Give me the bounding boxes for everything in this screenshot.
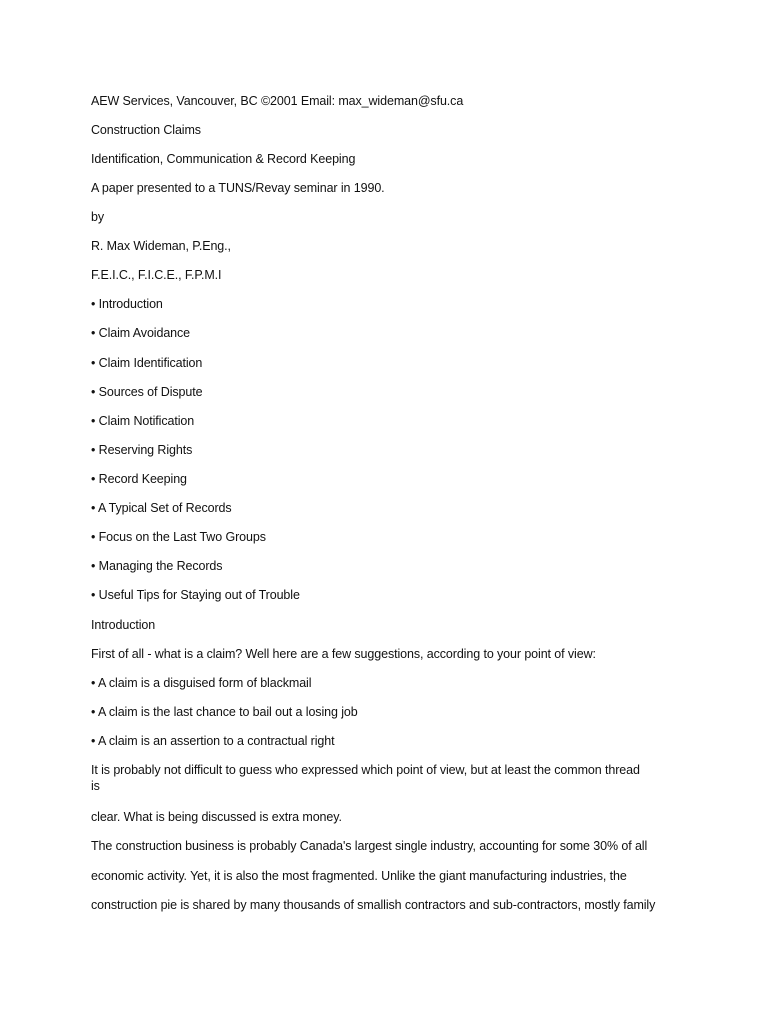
toc-item: • Claim Identification (91, 356, 203, 370)
paragraph-line: economic activity. Yet, it is also the most fragmented. Unlike the giant manufacturing industries, the (91, 869, 627, 883)
presented-line: A paper presented to a TUNS/Revay seminar in 1990. (91, 181, 385, 195)
paragraph-line: is (91, 779, 100, 793)
claim-bullet: • A claim is a disguised form of blackmail (91, 676, 312, 690)
toc-item: • Claim Avoidance (91, 326, 191, 340)
intro-paragraph: First of all - what is a claim? Well here are a few suggestions, according to your point of view: (91, 647, 596, 661)
toc-item: • Claim Notification (91, 414, 195, 428)
toc-item: • Reserving Rights (91, 443, 193, 457)
toc-item: • Managing the Records (91, 559, 223, 573)
toc-item: • Introduction (91, 297, 163, 311)
toc-item: • Useful Tips for Staying out of Trouble (91, 588, 300, 602)
author-credentials: F.E.I.C., F.I.C.E., F.P.M.I (91, 268, 222, 282)
section-heading: Introduction (91, 618, 156, 632)
paragraph-line: It is probably not difficult to guess who expressed which point of view, but at least the common thread (91, 763, 640, 777)
document-title: Construction Claims (91, 123, 201, 137)
document-subtitle: Identification, Communication & Record Keeping (91, 152, 356, 166)
by-line: by (91, 210, 105, 224)
toc-item: • Record Keeping (91, 472, 187, 486)
claim-bullet: • A claim is the last chance to bail out a losing job (91, 705, 358, 719)
paragraph-line: The construction business is probably Canada's largest single industry, accounting for some 30% of all (91, 839, 648, 853)
paragraph-line: construction pie is shared by many thousands of smallish contractors and sub-contractors, mostly family (91, 898, 656, 912)
toc-item: • Sources of Dispute (91, 385, 203, 399)
claim-bullet: • A claim is an assertion to a contractual right (91, 734, 335, 748)
paragraph-line: clear. What is being discussed is extra money. (91, 810, 342, 824)
header-line: AEW Services, Vancouver, BC ©2001 Email: max_wideman@sfu.ca (91, 94, 464, 108)
toc-item: • Focus on the Last Two Groups (91, 530, 266, 544)
toc-item: • A Typical Set of Records (91, 501, 232, 515)
author-name: R. Max Wideman, P.Eng., (91, 239, 231, 253)
